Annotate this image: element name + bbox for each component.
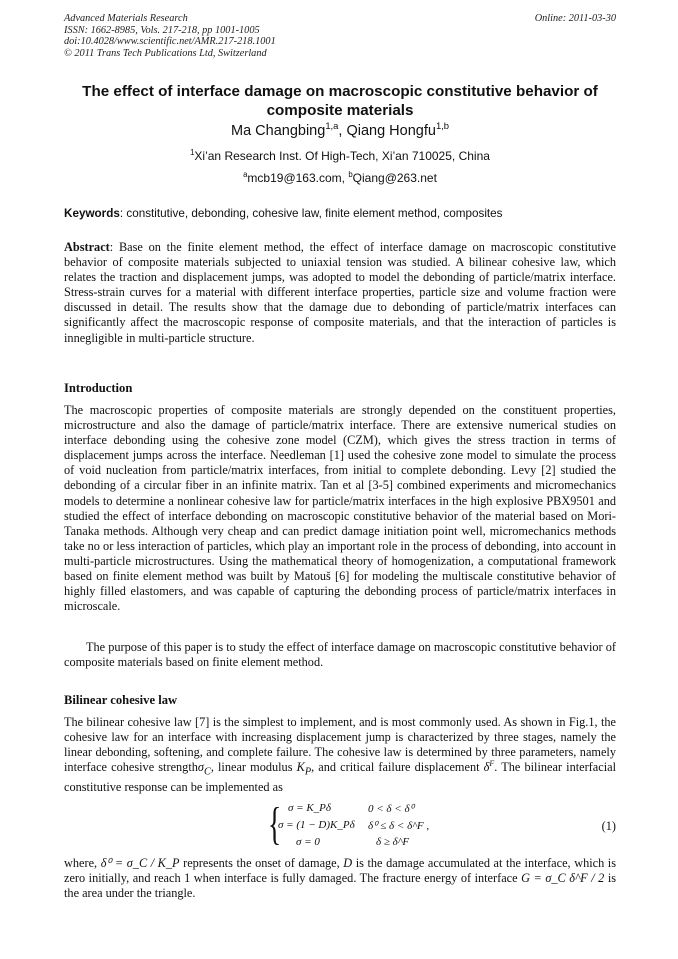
doi-line: doi:10.4028/www.scientific.net/AMR.217-218.1001 [64, 36, 276, 47]
equation-brace: { [268, 798, 282, 849]
bilinear-heading: Bilinear cohesive law [64, 693, 178, 707]
email-b-mark: b [348, 170, 353, 179]
fracture-energy-equation: G = σ_C δ^F / 2 [521, 871, 605, 886]
eq-row2-left: σ = (1 − D)K_Pδ [278, 819, 355, 831]
bilinear-paragraph-1 [64, 715, 616, 795]
introduction-paragraph-1: The macroscopic properties of composite materials are strongly depended on the constituent properties, microstructure and also the damage of particle/matrix interface. There are extensive numerical studies on interface debonding using the cohesive zone model (CZM), which gives the stress traction in terms of displacement jumps across the interface. Needleman [1] used the cohesive zone model to simulate the process of void nucleation from particle/matrix interfaces, from initial to complete debonding. Levy [2] studied the debonding of a circular fiber in an infinite matrix. Tan et al [3-5] combined experiments and micromechanics models to determine a nonlinear cohesive law for particle/matrix interfaces in the high explosive PBX9501 and studied the effect of interface debonding on macroscopic constitutive behavior of the material based on Mori-Tanaka methods. Although very cheap and can predict damage initiation point well, micromechanics methods take no or less interaction of particles, which play an important role in the process of debonding, into account in multi-particle microstructures. Using the mathematical theory of homogenization, a computational framework based on finite element method was built by Matouš [6] for modeling the multiscale constitutive behavior of highly filled elastomers, and was capable of capturing the debonding process of particle/matrix interfaces in microscale. [64, 403, 616, 614]
affiliation-text: Xi’an Research Inst. Of High-Tech, Xi’an 710025, China [194, 149, 490, 163]
bilinear-p1-text-d: . The bilinear interfacial constitutive response can be implemented as [64, 760, 616, 794]
bilinear-paragraph-2 [64, 856, 616, 901]
journal-header [64, 13, 616, 59]
delta-symbol: δ [483, 760, 490, 775]
keywords [64, 206, 616, 221]
email-a: mcb19@163.com, [247, 171, 349, 185]
bilinear-p2-text-b: represents the onset of damage, [183, 856, 340, 870]
abstract [64, 240, 616, 346]
paper-title: The effect of interface damage on macroscopic constitutive behavior of composite materials [82, 83, 598, 119]
author-1-affil: 1,a [325, 120, 339, 132]
equation-1 [268, 800, 616, 852]
email-a-mark: a [243, 170, 248, 179]
abstract-label: Abstract [64, 240, 110, 254]
damage-onset-equation: δ⁰ = σ_C / K_P [100, 856, 180, 870]
issn-line: ISSN: 1662-8985, Vols. 217-218, pp 1001-1005 [64, 24, 260, 36]
sigma-subscript: C [203, 766, 211, 778]
equation-number: (1) [601, 819, 616, 833]
email-b: Qiang@263.net [352, 171, 437, 185]
author-2-affil: 1,b [435, 120, 450, 132]
copyright-line: © 2011 Trans Tech Publications Ltd, Switzerland [64, 47, 267, 59]
eq-row1-right: 0 < δ < δ⁰ [368, 803, 414, 815]
bilinear-p2-text-d: is the area under the triangle. [64, 871, 617, 901]
eq-row1-left: σ = K_Pδ [288, 802, 332, 814]
introduction-paragraph-2: The purpose of this paper is to study the effect of interface damage on macroscopic constitutive behavior of composite materials based on finite element method. [64, 640, 616, 670]
affiliation-mark: 1 [190, 148, 195, 157]
bilinear-p2-text-a: where, [64, 856, 98, 870]
affiliation [64, 149, 616, 164]
authors [64, 122, 616, 140]
introduction-heading: Introduction [64, 381, 133, 395]
author-separator: , [338, 123, 347, 139]
eq-row3-right: δ ≥ δ^F [376, 836, 410, 848]
eq-row2-right: δ⁰ ≤ δ < δ^F , [368, 820, 430, 832]
k-symbol: K [296, 760, 305, 775]
bilinear-p1-text-a: The bilinear cohesive law [7] is the simplest to implement, and is most commonly used. As shown in Fig.1, the cohesive law for an interface with increasing displacement jump is characterized by three stages, namely the linear debonding, softening, and complete failure. The cohesive law is determined by three parameters, namely interface cohesive strength [64, 715, 616, 775]
bilinear-p2-text-c: is the damage accumulated at the interface, which is zero initially, and reach 1 when interface is fully damaged. The fracture energy of interface [64, 856, 616, 886]
keywords-label: Keywords [64, 207, 120, 220]
eq-row3-left: σ = 0 [296, 836, 320, 848]
bilinear-p1-text-c: , and critical failure displacement [311, 760, 480, 775]
keywords-text: : constitutive, debonding, cohesive law, finite element method, composites [119, 207, 503, 220]
delta-superscript: F [489, 759, 495, 769]
author-1: Ma Changbing [230, 123, 326, 139]
k-subscript: P [304, 766, 312, 778]
sigma-symbol: σ [197, 760, 204, 775]
online-date: Online: 2011-03-30 [534, 13, 616, 24]
author-2: Qiang Hongfu [346, 123, 436, 139]
abstract-text: : Base on the finite element method, the effect of interface damage on macroscopic constitutive behavior of composite materials subjected to uniaxial tension was studied. A bilinear cohesive law, which relates the traction and displacement jumps, was adopted to model the debonding of particle/matrix interface. Stress-strain curves for a material with different interface properties, particle size and volume fraction were discussed in detail. The results show that the damage due to debonding of particle/matrix interfaces can significantly affect the macroscopic response of composite materials, and that the interaction of particles is innegligible in multi-particle structure. [64, 240, 616, 345]
emails [64, 171, 616, 186]
damage-symbol: D [343, 856, 353, 870]
bilinear-p1-text-b: , linear modulus [210, 760, 293, 775]
journal-name: Advanced Materials Research [64, 13, 188, 24]
